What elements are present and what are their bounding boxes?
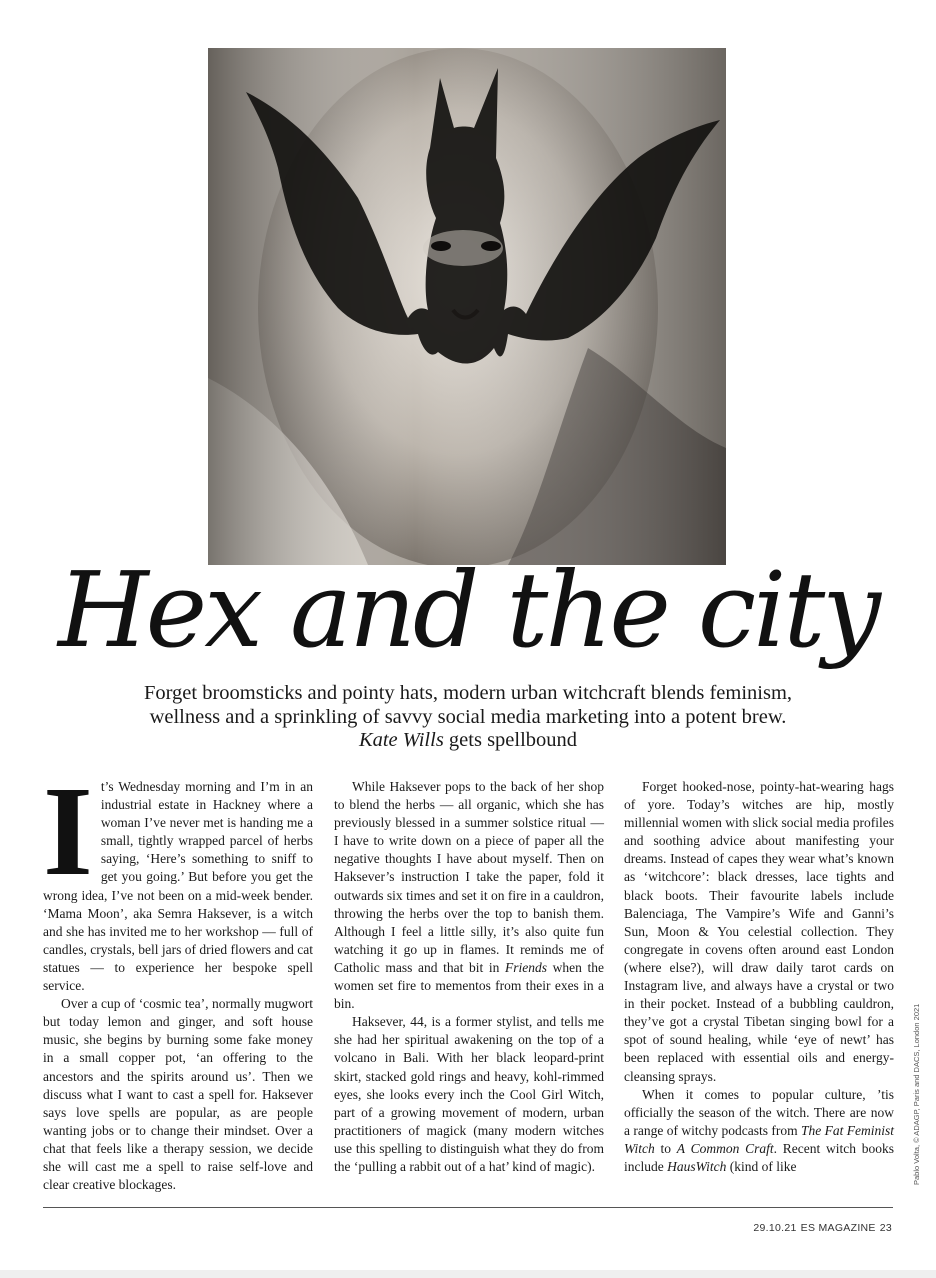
photo-credit: Pablo Volta, © ADAGP, Paris and DACS, London 2021 (912, 1003, 921, 1185)
paragraph-text: When it comes to popular culture, ’tis officially the season of the witch. There are now a range of witchy podcasts from (624, 1086, 894, 1138)
paragraph-text: While Haksever pops to the back of her shop to blend the herbs — all organic, which she has previously blessed in a summer solstice ritual — I have to write down on a piece of paper all the negative thoughts I have about myself. Then on Haksever’s instruction I take the paper, fold it outwards six times and set it on fire in a cauldron, throwing the herbs over the top to banish them. Although I feel a little silly, it’s also quite fun watching it go up in flames. It reminds me of Catholic mass and that bit in (334, 779, 604, 975)
issue-date: 29.10.21 (753, 1222, 797, 1234)
paragraph (43, 760, 313, 995)
paragraph-text: to (654, 1140, 677, 1156)
article-headline: Hex and the city (57, 549, 878, 671)
article-column-2 (334, 778, 604, 1176)
footer-divider (43, 1207, 893, 1208)
drop-cap: I (43, 760, 93, 902)
title-reference: Friends (505, 959, 548, 975)
paragraph-text: (kind of like (726, 1158, 797, 1174)
standfirst-text: Forget broomsticks and pointy hats, modern urban witchcraft blends feminism, wellness and a sprinkling of savvy social media marketing into a potent brew. (143, 682, 793, 728)
paragraph (624, 1086, 894, 1176)
magazine-name: ES MAGAZINE (800, 1222, 876, 1234)
paragraph-text: . Recent witch books include (624, 1140, 894, 1174)
page-edge (0, 1270, 936, 1278)
paragraph-text: when the women set fire to mementos from their exes in a bin. (334, 959, 605, 1012)
page-number: 23 (879, 1222, 892, 1234)
title-reference: The Fat Feminist Witch (624, 1122, 894, 1156)
hero-photo (208, 48, 726, 565)
article-column-3 (624, 778, 894, 1176)
bat-face-illustration (208, 48, 726, 565)
paragraph (334, 778, 604, 1013)
paragraph-text: t’s Wednesday morning and I’m in an industrial estate in Hackney where a woman I’ve never met is handing me a small, tightly wrapped parcel of herbs saying, ‘Here’s something to sniff to get you going.’ But before you get the wrong idea, I’ve not been on a mid-week bender. ‘Mama Moon’, aka Semra Haksever, is a witch and she has invited me to her workshop — full of candles, crystals, bell jars of dried flowers and cat statues — to experience her bespoke spell service. (43, 779, 313, 994)
title-reference: A Common Craft (676, 1140, 774, 1156)
page-footer (749, 1222, 892, 1234)
article-column-1 (43, 760, 313, 1194)
standfirst (130, 682, 806, 753)
paragraph: Haksever, 44, is a former stylist, and tells me she had her spiritual awakening on the top of a volcano in Bali. With her black leopard-print skirt, stacked gold rings and heavy, kohl-rimmed eyes, she looks every inch the Cool Girl Witch, part of a growing movement of modern, urban practitioners of magick (many modern witches use this spelling to distinguish what they do from the ‘pulling a rabbit out of a hat’ kind of magic). (334, 1014, 604, 1174)
paragraph: Over a cup of ‘cosmic tea’, normally mugwort but today lemon and ginger, and soft house music, she begins by burning some fake money in a small copper pot, ‘an offering to the ancestors and the spirits around us’. Then we discuss what I want to cast a spell for. Haksever says love spells are popular, as are people wanting jobs or to change their mindset. Over a chat that feels like a therapy session, we decide she will cast me a spell to raise self-love and clear creative blockages. (43, 996, 313, 1193)
author-name: Kate Wills (358, 729, 444, 751)
standfirst-tail: gets spellbound (443, 729, 578, 751)
paragraph: Forget hooked-nose, pointy-hat-wearing hags of yore. Today’s witches are hip, mostly millennial women with slick social media profiles and soothing advice about manifesting your dreams. Instead of capes they wear what’s known as ‘witchcore’: black dresses, lace tights and black boots. Their favourite labels include Balenciaga, The Vampire’s Wife and Ganni’s Sun, Moon & You celestial collection. They congregate in covens often around east London (where else?), will draw daily tarot cards on Instagram live, and always have a crystal or two in their pocket. Instead of a bubbling cauldron, they’ve got a crystal Tibetan singing bowl for a spot of sound healing, while ‘eye of newt’ has been replaced with essential oils and energy-cleansing sprays. (624, 779, 894, 1084)
title-reference: HausWitch (667, 1158, 727, 1174)
